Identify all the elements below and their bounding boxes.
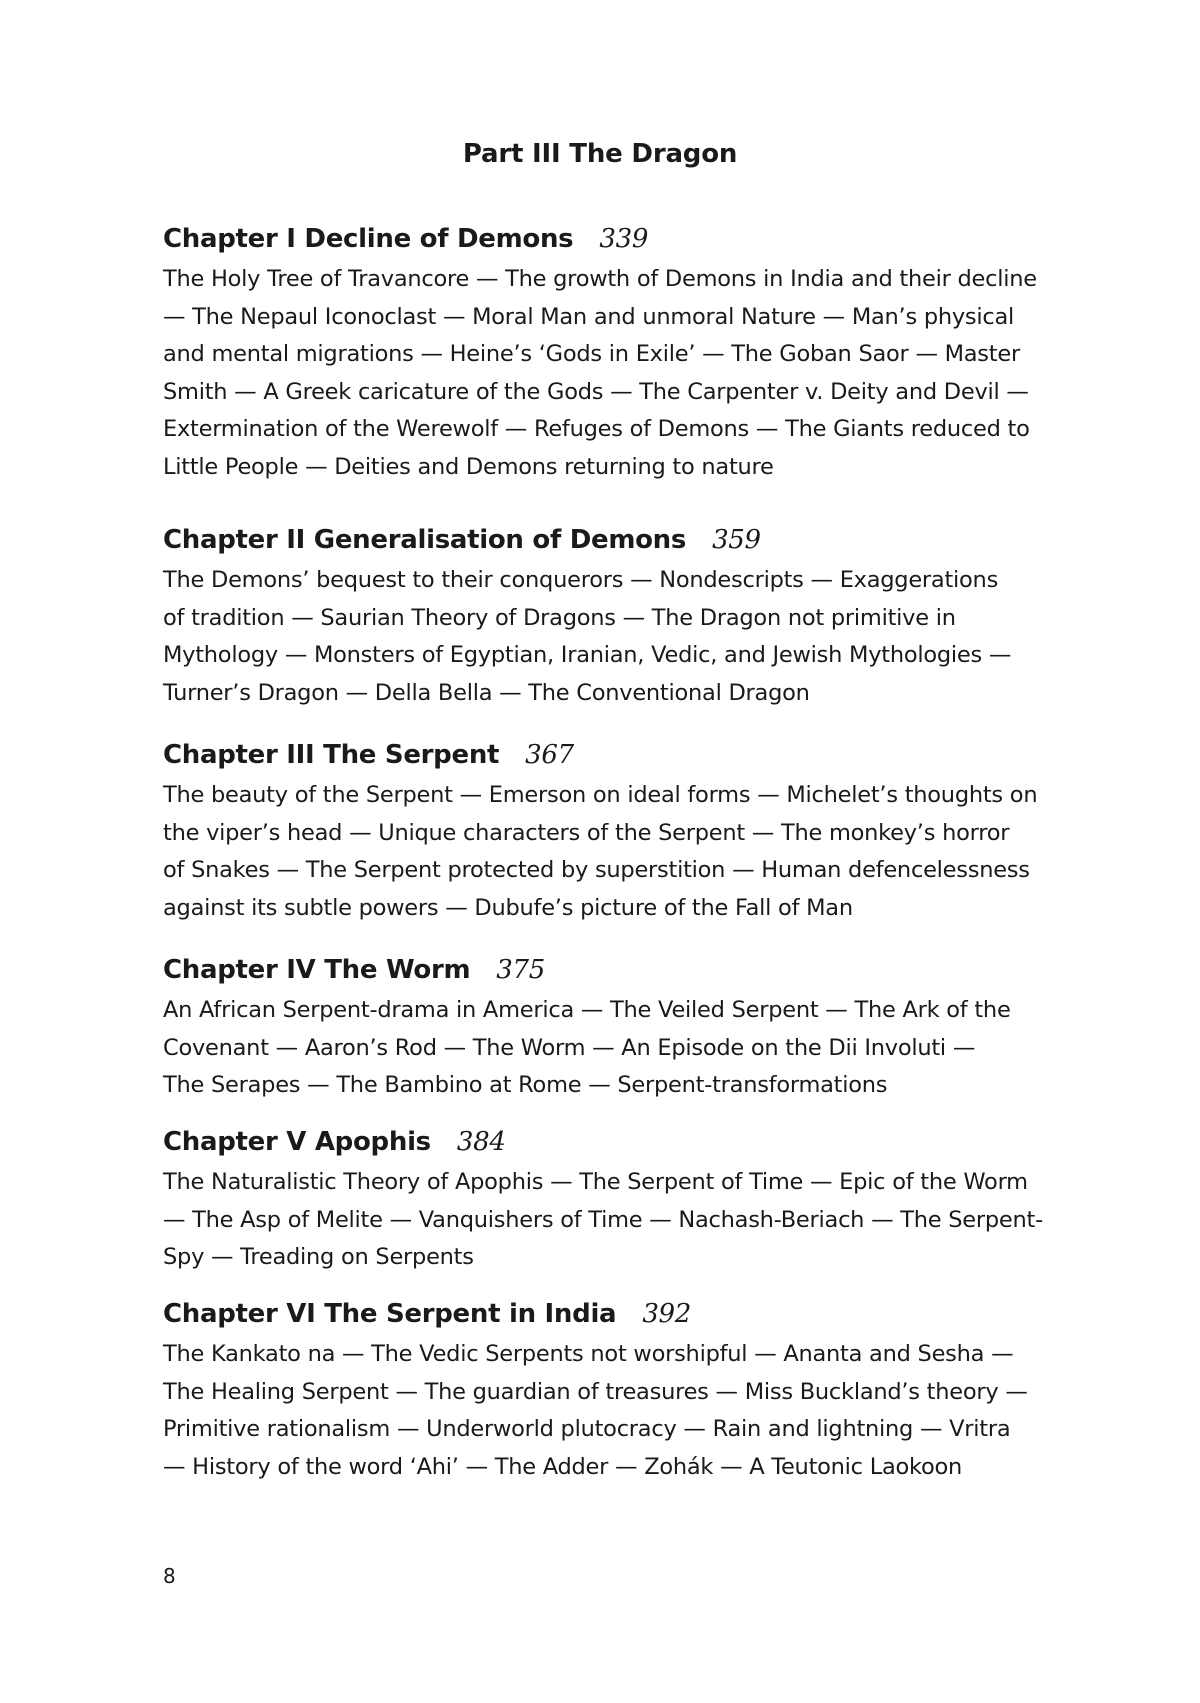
chapter-heading [163, 522, 1063, 558]
chapter-page-number: 339 [599, 224, 649, 254]
chapter-heading [163, 952, 1063, 988]
summary-line: the viper’s head — Unique characters of the Serpent — The monkey’s horror [163, 819, 1010, 846]
chapter-summary [163, 777, 1063, 927]
summary-line: — History of the word ‘Ahi’ — The Adder — Zohák — A Teutonic Laokoon [163, 1453, 963, 1480]
summary-line: — The Asp of Melite — Vanquishers of Time — Nachash-Beriach — The Serpent- [163, 1206, 1043, 1233]
chapter-entry [163, 952, 1063, 1105]
summary-line: against its subtle powers — Dubufe’s picture of the Fall of Man [163, 894, 853, 921]
chapter-title: Chapter I Decline of Demons [163, 224, 574, 254]
chapter-summary [163, 992, 1063, 1105]
chapter-summary [163, 1336, 1063, 1486]
chapter-entry [163, 522, 1063, 712]
summary-line: Primitive rationalism — Underworld plutocracy — Rain and lightning — Vritra [163, 1416, 1011, 1442]
summary-line: Spy — Treading on Serpents [163, 1244, 474, 1270]
summary-line: Mythology — Monsters of Egyptian, Iranian, Vedic, and Jewish Mythologies — [163, 642, 1012, 668]
chapter-page-number: 359 [712, 525, 761, 555]
summary-line: and mental migrations — Heine’s ‘Gods in Exile’ — The Goban Saor — Master [163, 341, 1020, 367]
chapter-title: Chapter II Generalisation of Demons [163, 525, 687, 555]
summary-line: of tradition — Saurian Theory of Dragons — The Dragon not primitive in [163, 604, 956, 631]
summary-line: The Holy Tree of Travancore — The growth of Demons in India and their decline [163, 266, 1037, 292]
summary-line: Covenant — Aaron’s Rod — The Worm — An Episode on the Dii Involuti — [163, 1034, 976, 1061]
page-number: 8 [163, 1564, 176, 1588]
summary-line: The Demons’ bequest to their conquerors — Nondescripts — Exaggerations [163, 567, 999, 593]
summary-line: An African Serpent-drama in America — The Veiled Serpent — The Ark of the [163, 997, 1011, 1023]
summary-line: Turner’s Dragon — Della Bella — The Conventional Dragon [163, 679, 810, 706]
part-title: Part III The Dragon [462, 139, 738, 169]
chapter-title: Chapter V Apophis [163, 1127, 431, 1157]
summary-line: The Serapes — The Bambino at Rome — Serpent-transformations [163, 1072, 888, 1098]
chapter-entry [163, 737, 1063, 927]
summary-line: Smith — A Greek caricature of the Gods — The Carpenter v. Deity and Devil — [163, 378, 1029, 405]
chapter-heading [163, 737, 1063, 773]
chapter-title: Chapter III The Serpent [163, 740, 500, 770]
chapter-entry [163, 1124, 1063, 1277]
chapter-page-number: 384 [456, 1127, 506, 1157]
summary-line: The Kankato na — The Vedic Serpents not worshipful — Ananta and Sesha — [163, 1341, 1014, 1367]
chapter-page-number: 375 [496, 955, 546, 985]
summary-line: of Snakes — The Serpent protected by superstition — Human defencelessness [163, 857, 1030, 883]
summary-line: Extermination of the Werewolf — Refuges of Demons — The Giants reduced to [163, 416, 1030, 442]
chapter-entry [163, 1296, 1063, 1486]
chapter-heading [163, 1296, 1063, 1332]
chapter-title: Chapter IV The Worm [163, 955, 471, 985]
chapter-page-number: 392 [642, 1299, 692, 1329]
chapter-title: Chapter VI The Serpent in India [163, 1299, 617, 1329]
chapter-summary [163, 1164, 1063, 1277]
chapter-heading [163, 221, 1063, 257]
chapter-page-number: 367 [525, 740, 574, 770]
summary-line: The Healing Serpent — The guardian of treasures — Miss Buckland’s theory — [163, 1378, 1028, 1405]
chapter-summary [163, 261, 1063, 486]
chapter-summary [163, 562, 1063, 712]
summary-line: The beauty of the Serpent — Emerson on ideal forms — Michelet’s thoughts on [163, 782, 1038, 808]
chapter-heading [163, 1124, 1063, 1160]
summary-line: — The Nepaul Iconoclast — Moral Man and unmoral Nature — Man’s physical [163, 303, 1015, 330]
summary-line: The Naturalistic Theory of Apophis — The Serpent of Time — Epic of the Worm [163, 1169, 1028, 1195]
chapter-entry [163, 221, 1063, 486]
summary-line: Little People — Deities and Demons returning to nature [163, 453, 774, 480]
